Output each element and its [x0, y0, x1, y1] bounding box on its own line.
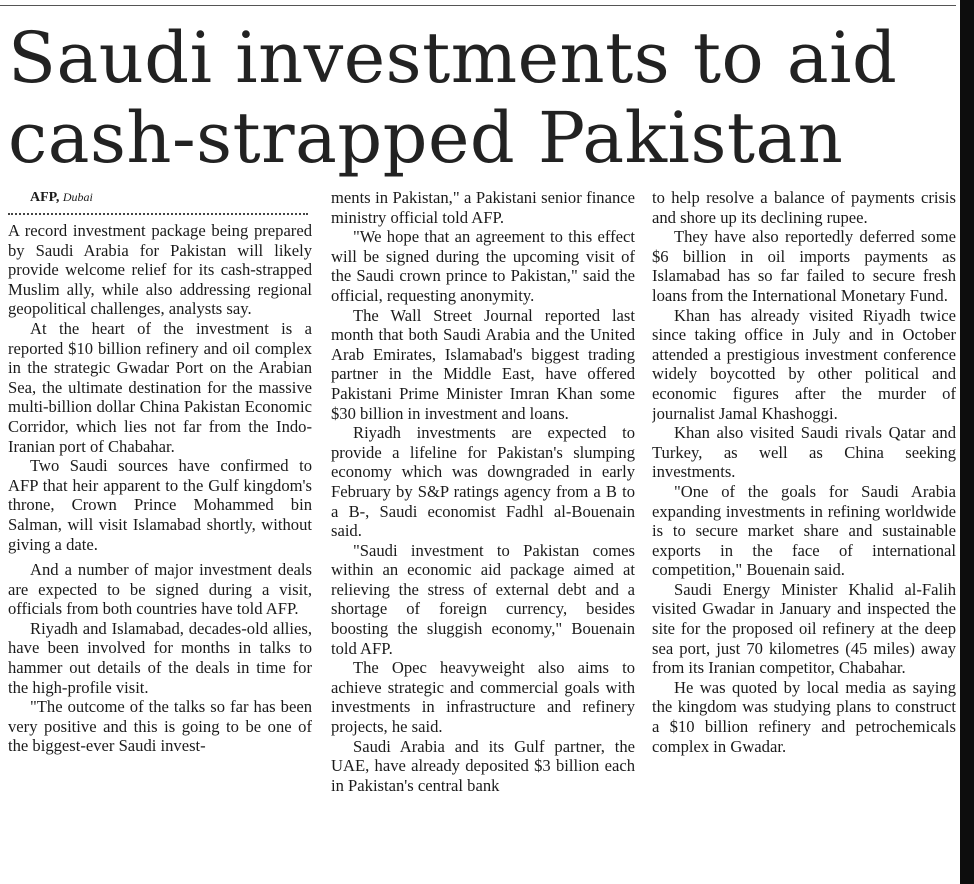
page-edge [960, 0, 974, 884]
paragraph: "Saudi investment to Pakistan comes within an economic aid package aimed at relieving the stress of external debt and a shortage of foreign currency, besides boosting the sluggish economy," Bouenain told AFP. [331, 540, 635, 658]
top-rule [0, 5, 956, 6]
byline [8, 188, 312, 207]
paragraph: Saudi Energy Minister Khalid al-Falih visited Gwadar in January and inspected the site for the proposed oil refinery at the deep sea port, just 70 kilometres (45 miles) away from its Iranian competitor, Chabahar. [652, 579, 956, 678]
article-column-2 [331, 188, 635, 884]
paragraph: The Opec heavyweight also aims to achieve strategic and commercial goals with investments in infrastructure and refinery projects, he said. [331, 658, 635, 737]
paragraph: "We hope that an agreement to this effect will be signed during the upcoming visit of the Saudi crown prince to Pakistan," said the official, requesting anonymity. [331, 227, 635, 305]
article-column-1 [8, 188, 312, 884]
paragraph: Khan has already visited Riyadh twice since taking office in July and in October attended a prestigious investment conference widely boycotted by other political and economic figures after the murder of journalist Jamal Khashoggi. [652, 305, 956, 423]
article-column-3 [652, 188, 956, 884]
paragraph: Saudi Arabia and its Gulf partner, the UAE, have already deposited $3 billion each in Pakistan's central bank [331, 736, 635, 795]
byline-divider [8, 213, 308, 215]
byline-agency: AFP, [30, 190, 60, 205]
paragraph: At the heart of the investment is a reported $10 billion refinery and oil complex in the strategic Gwadar Port on the Arabian Sea, the ultimate destination for the massive multi-billion dollar China Pakistan Economic Corridor, which lies not far from the Indo-Iranian port of Chabahar. [8, 318, 312, 456]
paragraph: The Wall Street Journal reported last month that both Saudi Arabia and the United Arab Emirates, Islamabad's biggest trading partner in the Middle East, have offered Pakistani Prime Minister Imran Khan some $30 billion in investment and loans. [331, 305, 635, 423]
paragraph: ments in Pakistan," a Pakistani senior finance ministry official told AFP. [331, 188, 635, 227]
paragraph: Two Saudi sources have confirmed to AFP that heir apparent to the Gulf kingdom's throne, Crown Prince Mohammed bin Salman, will visit Islamabad shortly, without giving a date. [8, 456, 312, 554]
paragraph: "The outcome of the talks so far has been very positive and this is going to be one of the biggest-ever Saudi invest- [8, 697, 312, 756]
headline: Saudi investments to aid cash-strapped Pakistan [8, 17, 898, 179]
paragraph: He was quoted by local media as saying the kingdom was studying plans to construct a $10 billion refinery and petrochemicals complex in Gwadar. [652, 677, 956, 756]
paragraph: And a number of major investment deals are expected to be signed during a visit, officials from both countries have told AFP. [8, 560, 312, 619]
paragraph: A record investment package being prepared by Saudi Arabia for Pakistan will likely provide welcome relief for its cash-strapped Muslim ally, while also addressing regional geopolitical challenges, analysts say. [8, 221, 312, 319]
paragraph: to help resolve a balance of payments crisis and shore up its declining rupee. [652, 188, 956, 227]
paragraph: "One of the goals for Saudi Arabia expanding investments in refining worldwide is to secure market share and sustainable exports in the face of international competition," Bouenain said. [652, 481, 956, 580]
paragraph: Riyadh investments are expected to provide a lifeline for Pakistan's slumping economy which was downgraded in early February by S&P ratings agency from a B to a B-, Saudi economist Fadhl al-Bouenain said. [331, 423, 635, 541]
paragraph: They have also reportedly deferred some $6 billion in oil imports payments as Islamabad has so far failed to secure fresh loans from the International Monetary Fund. [652, 227, 956, 305]
paragraph: Khan also visited Saudi rivals Qatar and Turkey, as well as China seeking investments. [652, 423, 956, 482]
paragraph: Riyadh and Islamabad, decades-old allies, have been involved for months in talks to hammer out details of the deals in time for the high-profile visit. [8, 618, 312, 697]
byline-place: Dubai [62, 190, 93, 204]
